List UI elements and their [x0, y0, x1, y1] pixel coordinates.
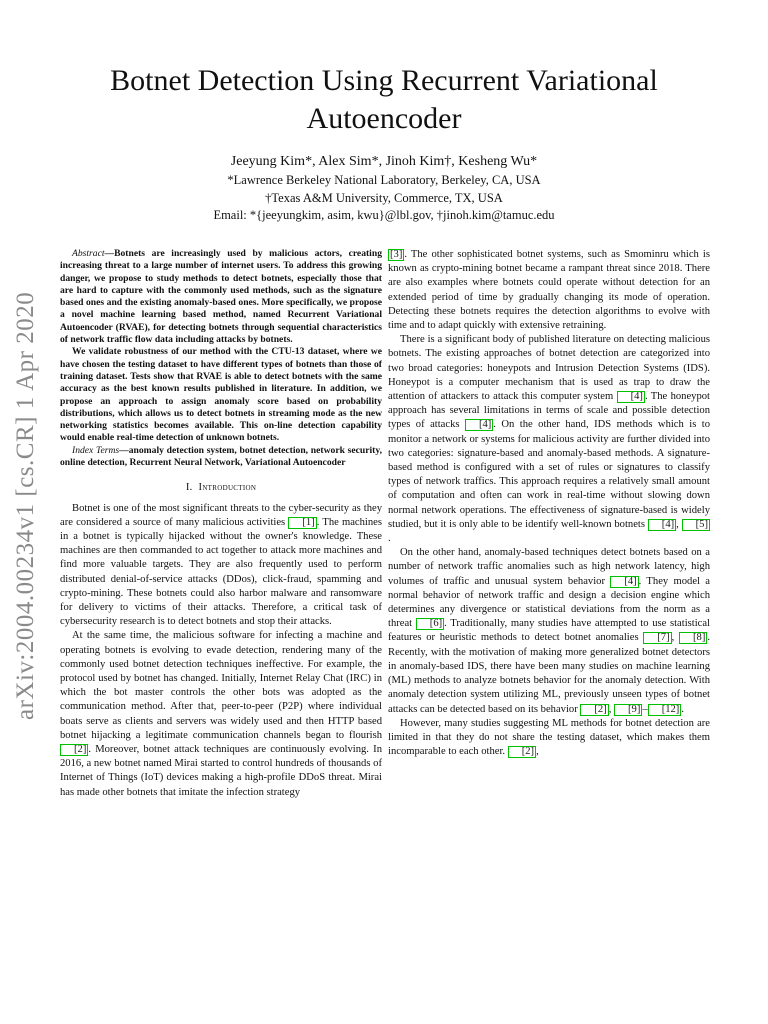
- intro-paragraph-4: On the other hand, anomaly-based techniques detect botnets based on a number of network traffic anomalies such as high network latency, high volumes of traffic and unusual system behavior [4] . They model a normal behavior of network traffic and design a decision engine which determines any divergence or statistical deviations from the norm as a threat [6] . Traditionally, many studies have attempted to use statistical features or heuristic methods to detect botnet anomalies [7] , [8] . Recently, with the motivation of making more generalized botnet detectors in anomaly-based IDS, there have been many studies on machine learning (ML) methods to analyze botnets behavior for the anomaly detection. With anomaly detection system utilizing ML, previously unseen types of botnet attacks can be detected based on its behavior [2] , [9] – [12] .: [388, 547, 711, 715]
- abstract-label: Abstract: [72, 248, 105, 259]
- citation-link[interactable]: [2]: [508, 746, 536, 758]
- intro-paragraph-1: Botnet is one of the most significant threats to the cyber-security as they are considered a source of many malicious activities [1] . The machines in a botnet is typically hijacked without the owner's knowledge. These machines are then commanded to act together to attack more machines and find more valuable targets. They are also frequently used to perform distributed denial-of-service attacks (DDos), click-fraud, spamming and crypto-mining. These botnets could also harbor malware and ransomware for delivery to victims of their attacks. Therefore, a critical task of cybersecurity research is to detect botnets and stop their attacks.: [60, 502, 382, 628]
- citation-link[interactable]: [3]: [390, 249, 403, 260]
- citation-link[interactable]: [4]: [648, 519, 676, 531]
- intro-body-left: [60, 502, 382, 800]
- title-line-1: Botnet Detection Using Recurrent Variational: [110, 64, 658, 97]
- title-line-2: Autoencoder: [306, 102, 462, 135]
- left-column: [60, 248, 382, 800]
- arxiv-stamp: arXiv:2004.00234v1 [cs.CR] 1 Apr 2020: [12, 291, 39, 720]
- citation-link[interactable]: [4]: [610, 576, 638, 588]
- citation-link[interactable]: [12]: [648, 704, 682, 716]
- affiliation-lbnl: *Lawrence Berkeley National Laboratory, Berkeley, CA, USA: [227, 173, 541, 187]
- author-names: Jeeyung Kim*, Alex Sim*, Jinoh Kim†, Kesheng Wu*: [230, 154, 538, 169]
- citation-link[interactable]: [8]: [679, 632, 707, 644]
- citation-link[interactable]: [9]: [614, 704, 642, 716]
- author-block: [90, 153, 678, 225]
- paper-title: [90, 62, 678, 138]
- intro-paragraph-2: At the same time, the malicious software for infecting a machine and operating botnets is evolving to evade detection, rendering many of the commonly used botnet detection techniques ineffective. For example, the protocol used by botnet has changed. Initially, Internet Relay Chat (IRC) in which the bot master controls the other bots was adopted as the communication method. After that, peer-to-peer (P2P) where individual boats serve as clients and servers was widely used and then HTTP based botnet hijacking a legitimate communication channels began to flourish [2] . Moreover, botnet attack techniques are continuously evolving. In 2016, a new botnet named Mirai started to control hundreds of thousands of Internet of Things (IoT) devices making a high-profile DDoS threat. Mirai has made other botnets that imitate the infection strategy: [60, 630, 382, 798]
- intro-paragraph-2-continued: [3] . The other sophisticated botnet systems, such as Smominru which is known as crypto-mining botnet became a rampant threat since 2018. There are also examples where botnets could operate without detection for an extended period of time by gradually changing its mode of operation. Detecting these botnets requires the detection algorithms to evolve with time and to adapt quickly with extensive retraining.: [388, 249, 710, 332]
- citation-link[interactable]: [2]: [580, 704, 608, 716]
- citation-link[interactable]: [2]: [60, 744, 88, 756]
- affiliation-tamu: †Texas A&M University, Commerce, TX, USA: [265, 190, 503, 205]
- intro-paragraph-3: There is a significant body of published literature on detecting malicious botnets. The existing approaches of botnet detection are categorized into two broad categories: honeypots and Intrusion Detection Systems (IDS). Honeypot is a computer mechanism that is used as trap to draw the attention of attackers to attack this computer system [4] . The honeypot approach has several limitations in terms of scale and possible detection types of attacks [4] . On the other hand, IDS methods which is to monitor a network or systems for malicious activity are further divided into two categories: signature-based and anomaly-based methods. A signature-based method is configured with a set of rules or signatures to classify types of network traffics. This approach requires a relatively small amount of computation and often can work in real-time without slowing down normal network operations. The effectiveness of signature-based is widely studied, but it is only able to be identify well-known botnets [4] , [5].: [388, 334, 711, 545]
- abstract-paragraph-2: We validate robustness of our method with the CTU-13 dataset, where we have chosen the testing dataset to have different types of botnets than those of training dataset. Tests show that RVAE is able to detect botnets with the same accuracy as the best known results published in literature. In addition, we propose an approach to assign anomaly score based on probability distributions, which allows us to detect botnets in streaming mode as the new networking statistics becomes available. This on-line detection capability would enable real-time detection of unknown botnets.: [60, 346, 382, 444]
- citation-link[interactable]: [6]: [416, 618, 444, 630]
- citation-link[interactable]: [4]: [617, 391, 645, 403]
- citation-link[interactable]: [5]: [682, 519, 710, 531]
- abstract-paragraph-1: Abstract—Botnets are increasingly used by malicious actors, creating increasing threat to a large number of internet users. To address this growing danger, we propose to study methods to detect botnets, especially those that are hard to capture with the commonly used methods, such as the signature based ones and the existing anomaly-based ones. More specifically, we propose a novel machine learning based method, named Recurrent Variational Autoencoder (RVAE), for detecting botnets through sequential characteristics of network traffic flow data including attacks by botnets.: [60, 248, 382, 346]
- citation-link[interactable]: [7]: [643, 632, 671, 644]
- right-column: [388, 248, 710, 759]
- index-terms-label: Index Terms: [72, 444, 120, 456]
- intro-paragraph-5: However, many studies suggesting ML methods for botnet detection are limited in that they do not share the testing dataset, which makes them incomparable to each other. [2] ,: [388, 717, 710, 758]
- email-line: Email: *{jeeyungkim, asim, kwu}@lbl.gov, †jinoh.kim@tamuc.edu: [213, 208, 555, 222]
- section-heading: I. Introduction: [185, 482, 257, 494]
- citation-link[interactable]: [4]: [465, 419, 493, 431]
- abstract: [60, 248, 382, 445]
- index-terms: Index Terms—anomaly detection system, botnet detection, network security, online detection, Recurrent Neural Network, Variational Autoencoder: [60, 444, 383, 469]
- citation-link[interactable]: [1]: [288, 517, 316, 529]
